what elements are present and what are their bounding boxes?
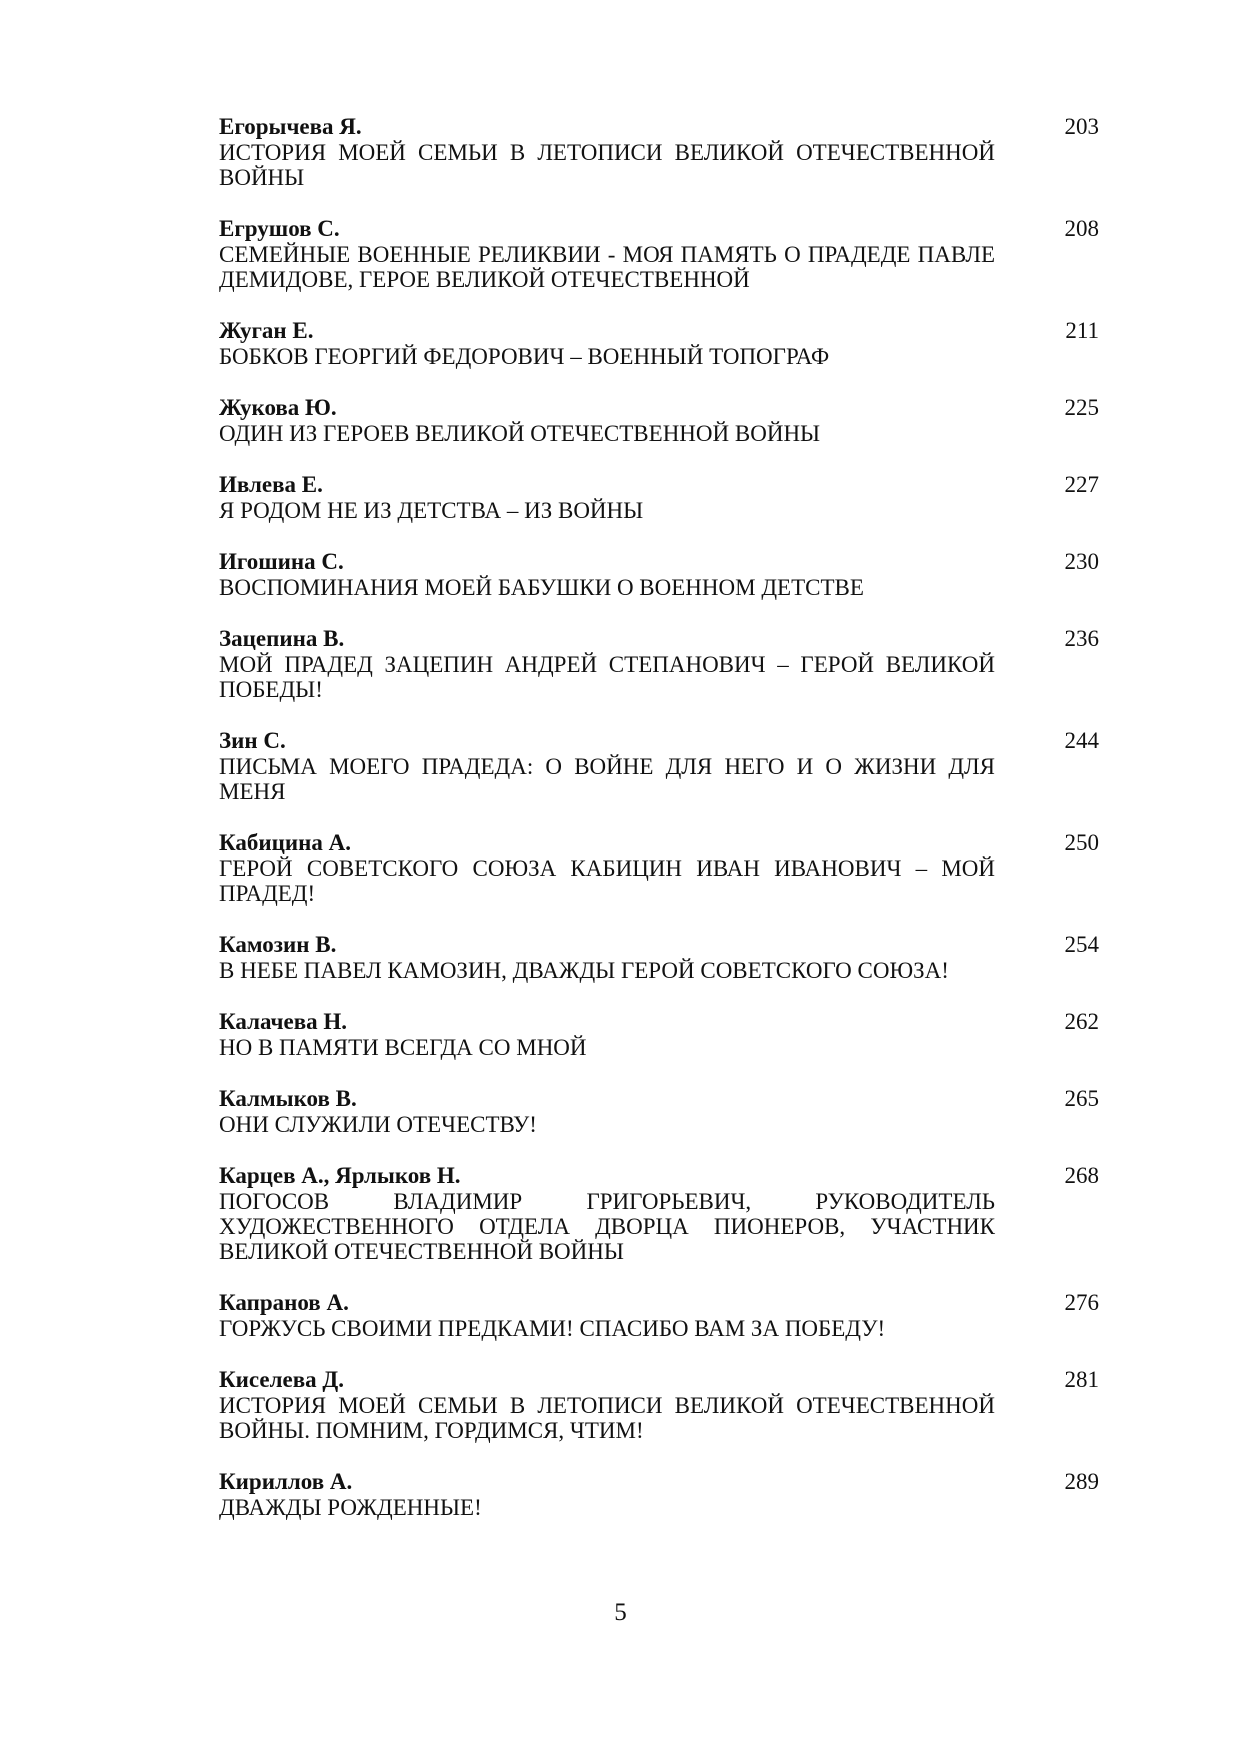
toc-author: Кириллов А. — [219, 1469, 353, 1494]
toc-author: Игошина С. — [219, 549, 344, 574]
toc-title: ДВАЖДЫ РОЖДЕННЫЕ! — [219, 1495, 482, 1520]
toc-entry — [219, 318, 1099, 369]
toc-author: Камозин В. — [219, 932, 337, 957]
toc-author: Киселева Д. — [219, 1367, 344, 1392]
toc-entry — [219, 216, 1099, 292]
toc-page-number: 227 — [1064, 472, 1099, 497]
toc-page-number: 276 — [1064, 1290, 1099, 1315]
toc-page-number: 265 — [1064, 1086, 1099, 1111]
toc-entry — [219, 1009, 1099, 1060]
toc-entry — [219, 114, 1099, 190]
toc-page-number: 230 — [1064, 549, 1099, 574]
toc-entry-text — [219, 114, 995, 190]
toc-title: В НЕБЕ ПАВЕЛ КАМОЗИН, ДВАЖДЫ ГЕРОЙ СОВЕТСКОГО СОЮЗА! — [219, 958, 949, 983]
toc-entry-text — [219, 472, 995, 523]
toc-author: Егорычева Я. — [219, 114, 362, 139]
toc-entry — [219, 830, 1099, 906]
toc-entry — [219, 728, 1099, 804]
toc-author: Кабицина А. — [219, 830, 351, 855]
toc-page-number: 211 — [1065, 318, 1099, 343]
toc-author: Егрушов С. — [219, 216, 340, 241]
toc-title: СЕМЕЙНЫЕ ВОЕННЫЕ РЕЛИКВИИ - МОЯ ПАМЯТЬ О ПРАДЕДЕ ПАВЛЕ ДЕМИДОВЕ, ГЕРОЕ ВЕЛИКОЙ ОТЕЧЕСТВЕННОЙ — [219, 242, 995, 292]
toc-title: МОЙ ПРАДЕД ЗАЦЕПИН АНДРЕЙ СТЕПАНОВИЧ – ГЕРОЙ ВЕЛИКОЙ ПОБЕДЫ! — [219, 652, 995, 702]
toc-author: Калмыков В. — [219, 1086, 357, 1111]
toc-title: ГОРЖУСЬ СВОИМИ ПРЕДКАМИ! СПАСИБО ВАМ ЗА ПОБЕДУ! — [219, 1316, 886, 1341]
toc-author: Зацепина В. — [219, 626, 345, 651]
toc-title: ПИСЬМА МОЕГО ПРАДЕДА: О ВОЙНЕ ДЛЯ НЕГО И О ЖИЗНИ ДЛЯ МЕНЯ — [219, 754, 995, 804]
toc-page-number: 225 — [1064, 395, 1099, 420]
page-number: 5 — [614, 1599, 627, 1626]
toc-title: БОБКОВ ГЕОРГИЙ ФЕДОРОВИЧ – ВОЕННЫЙ ТОПОГРАФ — [219, 344, 830, 369]
toc-author: Жуган Е. — [219, 318, 314, 343]
toc-author: Калачева Н. — [219, 1009, 348, 1034]
toc-entry-text — [219, 1086, 995, 1137]
toc-entry — [219, 1086, 1099, 1137]
toc-entry-text — [219, 1009, 995, 1060]
toc-page-number: 262 — [1064, 1009, 1099, 1034]
toc-entry — [219, 1290, 1099, 1341]
toc-entry — [219, 549, 1099, 600]
toc-author: Зин С. — [219, 728, 286, 753]
table-of-contents — [219, 114, 1099, 1546]
toc-page-number: 203 — [1064, 114, 1099, 139]
toc-entry-text — [219, 549, 995, 600]
toc-entry — [219, 472, 1099, 523]
toc-entry — [219, 932, 1099, 983]
toc-entry-text — [219, 318, 995, 369]
toc-page-number: 250 — [1064, 830, 1099, 855]
toc-entry-text — [219, 1290, 995, 1341]
toc-page-number: 289 — [1064, 1469, 1099, 1494]
toc-title: ГЕРОЙ СОВЕТСКОГО СОЮЗА КАБИЦИН ИВАН ИВАНОВИЧ – МОЙ ПРАДЕД! — [219, 856, 995, 906]
toc-title: ОНИ СЛУЖИЛИ ОТЕЧЕСТВУ! — [219, 1112, 537, 1137]
toc-title: ИСТОРИЯ МОЕЙ СЕМЬИ В ЛЕТОПИСИ ВЕЛИКОЙ ОТЕЧЕСТВЕННОЙ ВОЙНЫ — [219, 140, 995, 190]
toc-title: ОДИН ИЗ ГЕРОЕВ ВЕЛИКОЙ ОТЕЧЕСТВЕННОЙ ВОЙНЫ — [219, 421, 821, 446]
toc-page-number: 281 — [1064, 1367, 1099, 1392]
toc-page-number: 268 — [1064, 1163, 1099, 1188]
toc-page-number: 254 — [1064, 932, 1099, 957]
toc-entry — [219, 626, 1099, 702]
toc-entry-text — [219, 1163, 995, 1264]
toc-page-number: 208 — [1064, 216, 1099, 241]
toc-entry — [219, 1367, 1099, 1443]
toc-entry-text — [219, 626, 995, 702]
toc-entry-text — [219, 1469, 995, 1520]
toc-entry — [219, 395, 1099, 446]
toc-entry-text — [219, 1367, 995, 1443]
toc-title: ВОСПОМИНАНИЯ МОЕЙ БАБУШКИ О ВОЕННОМ ДЕТСТВЕ — [219, 575, 864, 600]
toc-author: Ивлева Е. — [219, 472, 323, 497]
toc-entry-text — [219, 216, 995, 292]
toc-entry-text — [219, 395, 995, 446]
toc-title: НО В ПАМЯТИ ВСЕГДА СО МНОЙ — [219, 1035, 587, 1060]
toc-entry — [219, 1469, 1099, 1520]
toc-entry-text — [219, 932, 995, 983]
toc-author: Капранов А. — [219, 1290, 349, 1315]
toc-entry — [219, 1163, 1099, 1264]
toc-page-number: 244 — [1064, 728, 1099, 753]
toc-author: Карцев А., Ярлыков Н. — [219, 1163, 461, 1188]
toc-author: Жукова Ю. — [219, 395, 337, 420]
toc-title: ПОГОСОВ ВЛАДИМИР ГРИГОРЬЕВИЧ, РУКОВОДИТЕЛЬ ХУДОЖЕСТВЕННОГО ОТДЕЛА ДВОРЦА ПИОНЕРОВ, УЧАСТНИК ВЕЛИКОЙ ОТЕЧЕСТВЕННОЙ ВОЙНЫ — [219, 1189, 995, 1264]
toc-title: Я РОДОМ НЕ ИЗ ДЕТСТВА – ИЗ ВОЙНЫ — [219, 498, 644, 523]
toc-entry-text — [219, 728, 995, 804]
toc-entry-text — [219, 830, 995, 906]
toc-page-number: 236 — [1064, 626, 1099, 651]
toc-title: ИСТОРИЯ МОЕЙ СЕМЬИ В ЛЕТОПИСИ ВЕЛИКОЙ ОТЕЧЕСТВЕННОЙ ВОЙНЫ. ПОМНИМ, ГОРДИМСЯ, ЧТИМ! — [219, 1393, 995, 1443]
